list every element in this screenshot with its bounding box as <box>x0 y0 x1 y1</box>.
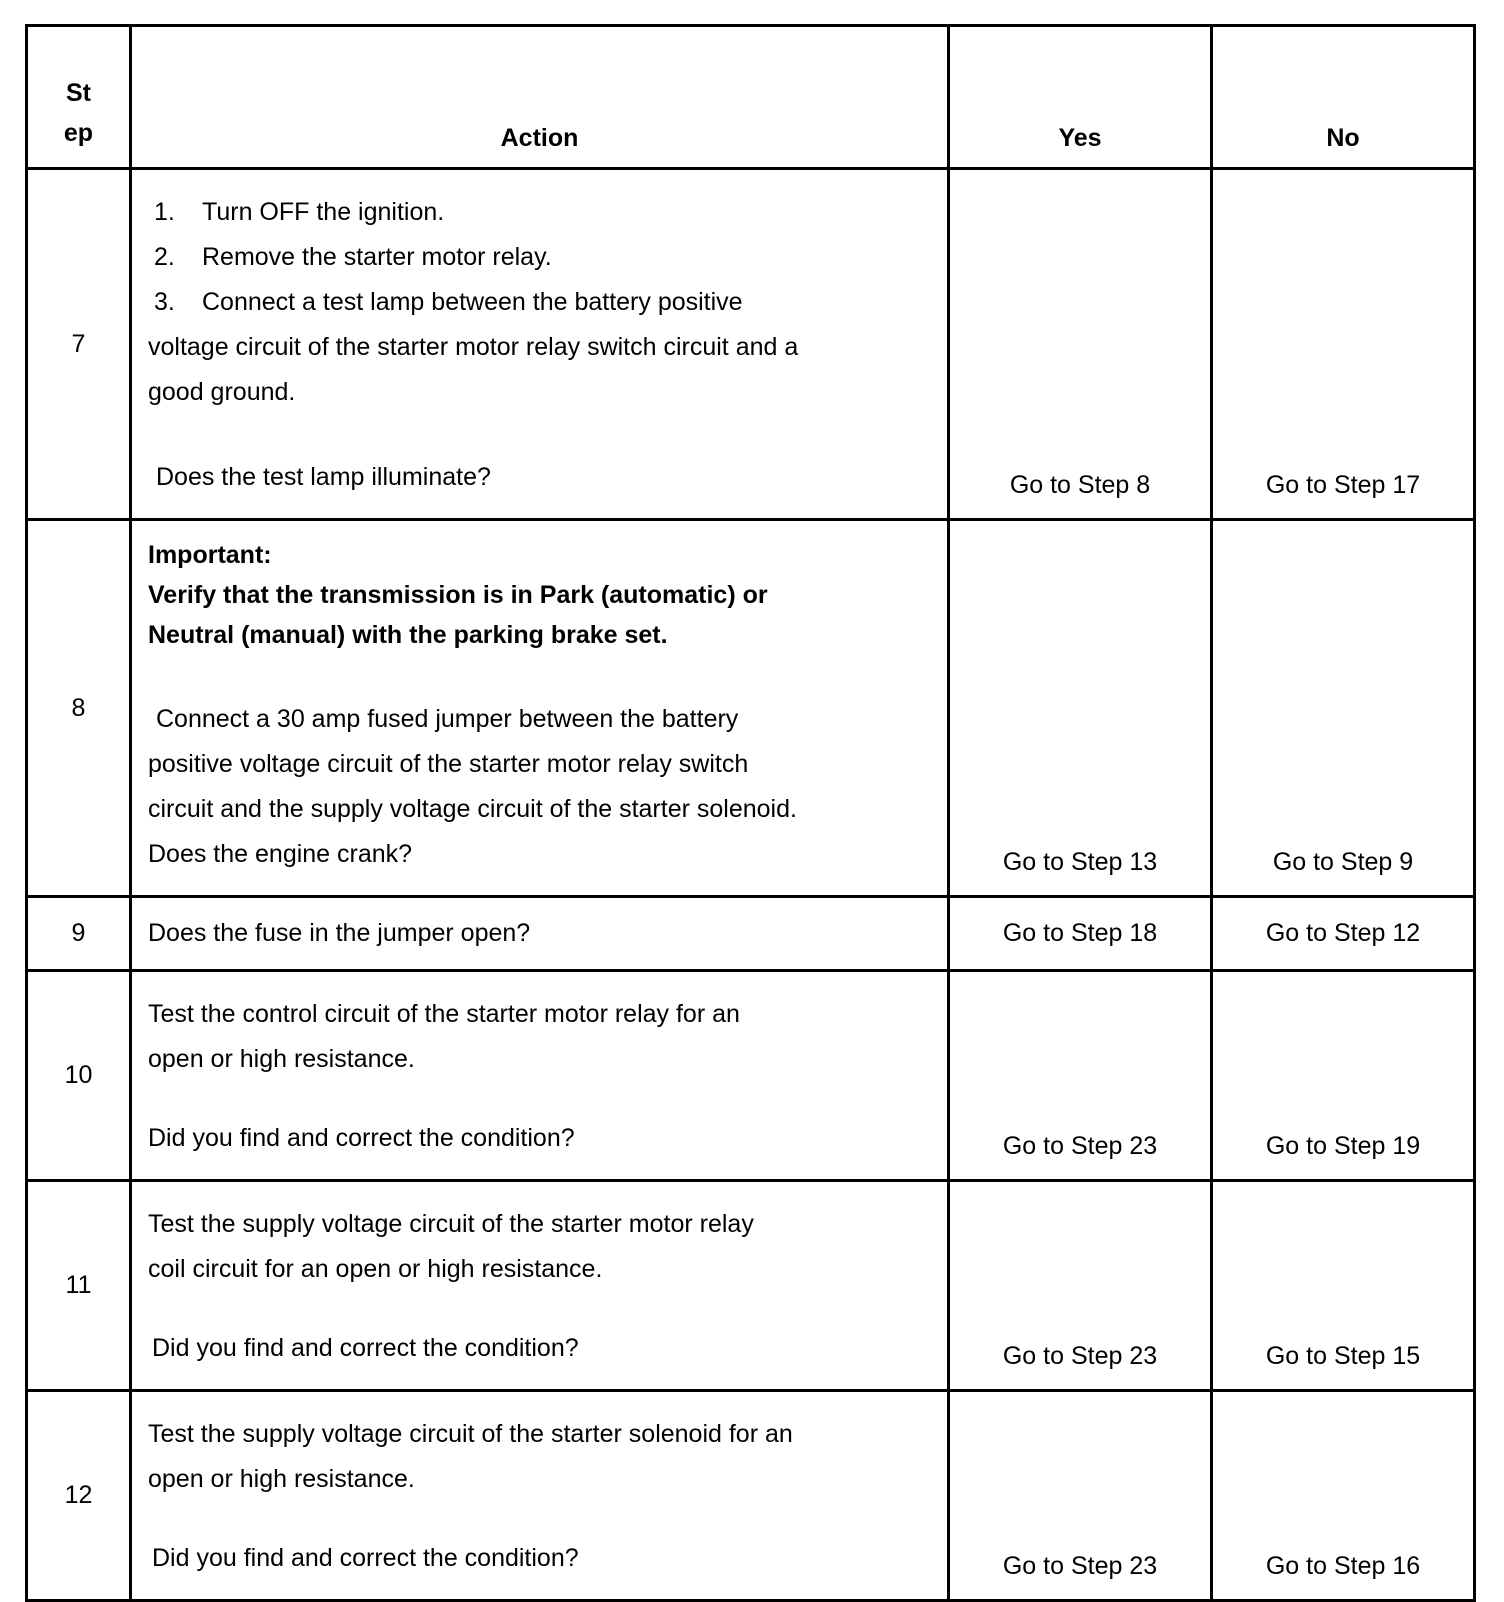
action-cell <box>131 169 949 520</box>
yes-cell: Go to Step 23 <box>949 1391 1212 1601</box>
header-no: No <box>1212 26 1475 169</box>
list-item <box>148 190 931 235</box>
action-line: Test the control circuit of the starter motor relay for an <box>148 1000 740 1028</box>
action-line: coil circuit for an open or high resistance. <box>148 1255 603 1283</box>
action-line: Connect a 30 amp fused jumper between the battery <box>156 705 739 733</box>
list-item <box>148 280 931 325</box>
yes-cell: Go to Step 18 <box>949 897 1212 971</box>
no-cell: Go to Step 15 <box>1212 1181 1475 1391</box>
step-number: 12 <box>27 1391 131 1601</box>
list-number: 2. <box>154 243 175 271</box>
header-step-line1: St <box>66 79 91 107</box>
list-number: 1. <box>154 198 175 226</box>
list-number: 3. <box>154 288 175 316</box>
step-number: 9 <box>27 897 131 971</box>
yes-cell: Go to Step 23 <box>949 971 1212 1181</box>
no-cell: Go to Step 19 <box>1212 971 1475 1181</box>
step-number: 10 <box>27 971 131 1181</box>
action-question: Did you find and correct the condition? <box>152 1334 579 1362</box>
table-header-row <box>27 26 1475 169</box>
yes-cell: Go to Step 8 <box>949 169 1212 520</box>
list-item <box>148 235 931 280</box>
no-cell: Go to Step 12 <box>1212 897 1475 971</box>
header-step-line2: ep <box>63 119 94 147</box>
important-text: Neutral (manual) with the parking brake set. <box>148 621 668 649</box>
table-row <box>27 520 1475 897</box>
step-number: 11 <box>27 1181 131 1391</box>
action-line: open or high resistance. <box>148 1045 415 1073</box>
table-row <box>27 169 1475 520</box>
action-cell <box>131 1391 949 1601</box>
action-line: voltage circuit of the starter motor relay switch circuit and a <box>148 333 799 361</box>
no-cell: Go to Step 16 <box>1212 1391 1475 1601</box>
step-number: 7 <box>27 169 131 520</box>
list-text: Turn OFF the ignition. <box>202 198 445 226</box>
action-question: Does the engine crank? <box>148 840 413 868</box>
action-line: Test the supply voltage circuit of the starter solenoid for an <box>148 1420 793 1448</box>
action-line: open or high resistance. <box>148 1465 415 1493</box>
action-cell <box>131 1181 949 1391</box>
header-yes: Yes <box>949 26 1212 169</box>
action-line: circuit and the supply voltage circuit of the starter solenoid. <box>148 795 797 823</box>
action-cell <box>131 971 949 1181</box>
important-text: Verify that the transmission is in Park (automatic) or <box>148 581 768 609</box>
no-cell: Go to Step 17 <box>1212 169 1475 520</box>
yes-cell: Go to Step 23 <box>949 1181 1212 1391</box>
action-line: Test the supply voltage circuit of the starter motor relay <box>148 1210 754 1238</box>
action-question: Does the fuse in the jumper open? <box>148 919 531 947</box>
table-row <box>27 1391 1475 1601</box>
list-text: Connect a test lamp between the battery positive <box>202 288 743 316</box>
table-row <box>27 897 1475 971</box>
no-cell: Go to Step 9 <box>1212 520 1475 897</box>
action-question: Does the test lamp illuminate? <box>156 463 491 491</box>
action-line: positive voltage circuit of the starter motor relay switch <box>148 750 749 778</box>
action-line: good ground. <box>148 378 296 406</box>
action-question: Did you find and correct the condition? <box>148 1124 575 1152</box>
action-cell <box>131 897 949 971</box>
header-step <box>27 26 131 169</box>
table-row <box>27 1181 1475 1391</box>
header-action: Action <box>131 26 949 169</box>
action-cell <box>131 520 949 897</box>
action-question: Did you find and correct the condition? <box>152 1544 579 1572</box>
important-label: Important: <box>148 541 272 569</box>
diagnostic-step-table <box>25 24 1476 1602</box>
table-row <box>27 971 1475 1181</box>
list-text: Remove the starter motor relay. <box>202 243 552 271</box>
yes-cell: Go to Step 13 <box>949 520 1212 897</box>
step-number: 8 <box>27 520 131 897</box>
